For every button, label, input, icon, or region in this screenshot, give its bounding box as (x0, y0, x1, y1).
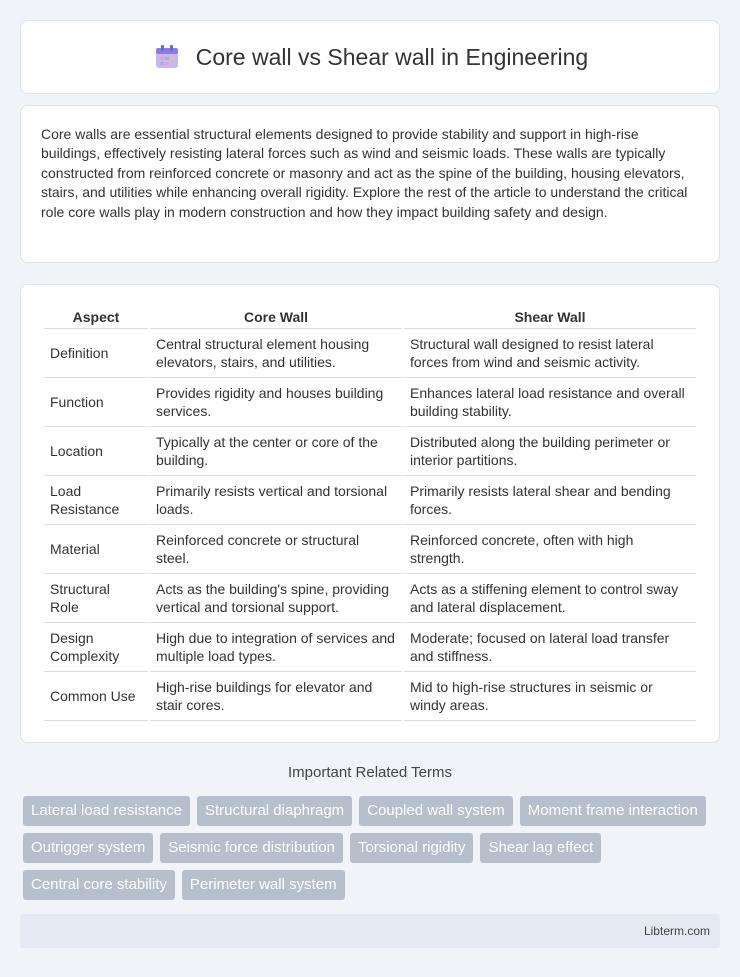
table-cell-shear-wall: Mid to high-rise structures in seismic or windy areas. (404, 672, 696, 721)
table-row (44, 427, 696, 476)
related-term-tag[interactable]: Moment frame interaction (520, 796, 706, 826)
comparison-table-card (20, 284, 720, 743)
related-term-tag[interactable]: Seismic force distribution (160, 833, 343, 863)
table-cell-shear-wall: Enhances lateral load resistance and overall building stability. (404, 378, 696, 427)
table-cell-shear-wall: Primarily resists lateral shear and bending forces. (404, 476, 696, 525)
table-cell-core-wall: Provides rigidity and houses building services. (150, 378, 402, 427)
table-row (44, 329, 696, 378)
intro-section (20, 105, 720, 263)
table-row (44, 574, 696, 623)
table-row (44, 672, 696, 721)
related-term-tag[interactable]: Central core stability (23, 870, 175, 900)
table-cell-core-wall: Central structural element housing elevators, stairs, and utilities. (150, 329, 402, 378)
page-footer (20, 914, 720, 948)
table-cell-shear-wall: Acts as a stiffening element to control sway and lateral displacement. (404, 574, 696, 623)
table-cell-aspect: Location (44, 427, 148, 476)
calendar-icon (152, 42, 182, 72)
table-row (44, 378, 696, 427)
column-header-aspect: Aspect (44, 305, 148, 329)
table-row (44, 476, 696, 525)
table-cell-shear-wall: Reinforced concrete, often with high strength. (404, 525, 696, 574)
table-cell-aspect: Material (44, 525, 148, 574)
table-cell-core-wall: High-rise buildings for elevator and stair cores. (150, 672, 402, 721)
related-term-tag[interactable]: Structural diaphragm (197, 796, 352, 826)
table-cell-core-wall: Primarily resists vertical and torsional loads. (150, 476, 402, 525)
table-cell-aspect: Design Complexity (44, 623, 148, 672)
table-cell-core-wall: Reinforced concrete or structural steel. (150, 525, 402, 574)
table-cell-aspect: Structural Role (44, 574, 148, 623)
table-cell-shear-wall: Moderate; focused on lateral load transfer and stiffness. (404, 623, 696, 672)
comparison-table (42, 305, 698, 721)
related-term-tag[interactable]: Lateral load resistance (23, 796, 190, 826)
table-cell-shear-wall: Distributed along the building perimeter or interior partitions. (404, 427, 696, 476)
table-row (44, 525, 696, 574)
table-cell-shear-wall: Structural wall designed to resist lateral forces from wind and seismic activity. (404, 329, 696, 378)
table-row (44, 623, 696, 672)
table-cell-core-wall: Typically at the center or core of the building. (150, 427, 402, 476)
footer-site-link[interactable]: Libterm.com (643, 924, 710, 938)
table-cell-core-wall: Acts as the building's spine, providing vertical and torsional support. (150, 574, 402, 623)
table-header-row (44, 305, 696, 329)
table-cell-core-wall: High due to integration of services and multiple load types. (150, 623, 402, 672)
table-cell-aspect: Definition (44, 329, 148, 378)
related-term-tag[interactable]: Shear lag effect (480, 833, 601, 863)
intro-text: Core walls are essential structural elements designed to provide stability and support in high-rise buildings, effectively resisting lateral forces such as wind and seismic loads. These walls are typically constructed from reinforced concrete or masonry and act as the spine of the building, housing elevators, stairs, and utilities while enhancing overall rigidity. Explore the rest of the article to understand the critical role core walls play in modern construction and how they impact building safety and design. (41, 126, 688, 220)
page-header (20, 20, 720, 94)
related-term-tag[interactable]: Perimeter wall system (182, 870, 345, 900)
column-header-shear-wall: Shear Wall (404, 305, 696, 329)
table-cell-aspect: Function (44, 378, 148, 427)
table-cell-aspect: Load Resistance (44, 476, 148, 525)
related-term-tag[interactable]: Torsional rigidity (350, 833, 474, 863)
related-term-tag[interactable]: Coupled wall system (359, 796, 513, 826)
column-header-core-wall: Core Wall (150, 305, 402, 329)
related-terms-title: Important Related Terms (288, 764, 452, 781)
related-term-tag[interactable]: Outrigger system (23, 833, 153, 863)
table-cell-aspect: Common Use (44, 672, 148, 721)
page-title: Core wall vs Shear wall in Engineering (195, 43, 589, 70)
related-terms-list (20, 796, 720, 900)
